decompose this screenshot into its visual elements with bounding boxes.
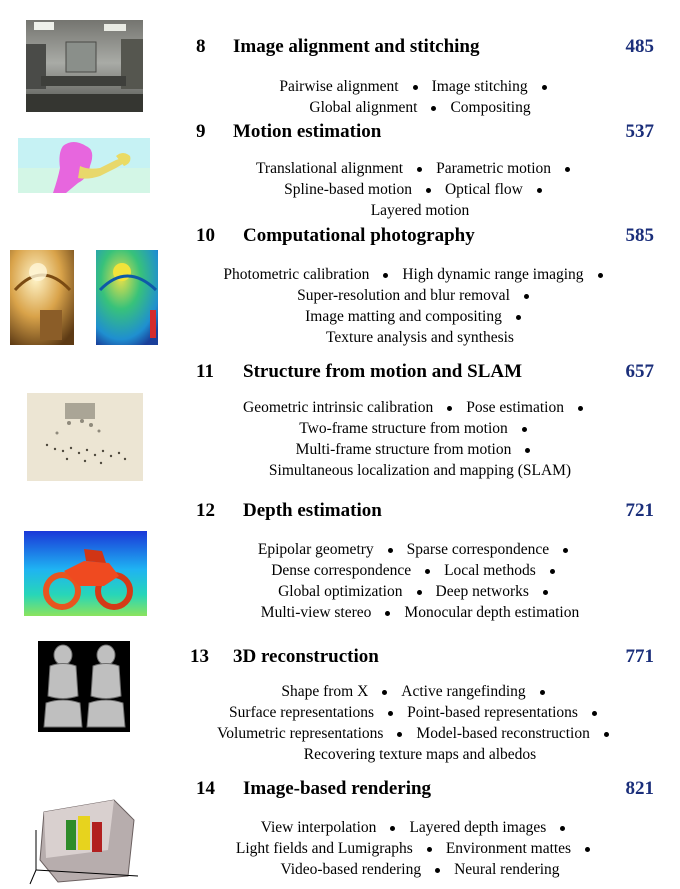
chapter-title: 3D reconstruction: [233, 646, 379, 667]
chapter-topics: [170, 158, 670, 221]
bullet-separator: [383, 273, 388, 278]
topic-item: Multi-frame structure from motion: [295, 441, 512, 458]
office-panorama-thumbnail: [26, 14, 143, 112]
chapter-topics: [170, 264, 670, 348]
topic-item: Simultaneous localization and mapping (SLAM): [268, 462, 572, 479]
topic-item: Image stitching: [431, 78, 528, 95]
chapter-number: 9: [196, 121, 206, 142]
topic-item: Geometric intrinsic calibration: [243, 399, 434, 416]
chapter-title: Image alignment and stitching: [233, 36, 480, 57]
chapter-page-number: 821: [625, 778, 654, 799]
topic-item: Optical flow: [444, 181, 523, 198]
topic-item: Recovering texture maps and albedos: [303, 746, 537, 763]
chapter-number: 13: [190, 646, 209, 667]
chapter-number: 12: [196, 500, 215, 521]
bullet-separator: [598, 273, 603, 278]
topic-line: [170, 539, 670, 560]
topic-item: Super-resolution and blur removal: [297, 287, 510, 304]
chapter-title: Depth estimation: [243, 500, 382, 521]
chapter-page-number: 657: [625, 361, 654, 382]
topic-line: [170, 418, 670, 439]
bullet-separator: [537, 188, 542, 193]
chapter-page-number: 537: [625, 121, 654, 142]
chapter-page-number: 721: [625, 500, 654, 521]
light-field-box-thumbnail: [26, 790, 144, 889]
topic-item: High dynamic range imaging: [402, 266, 584, 283]
chapter-topics: [170, 539, 670, 623]
bullet-separator: [542, 85, 547, 90]
chapter-topics: [170, 817, 670, 880]
topic-line: [170, 681, 670, 702]
topic-item: Dense correspondence: [271, 562, 412, 579]
topic-line: [170, 158, 670, 179]
bullet-separator: [585, 847, 590, 852]
topic-item: Translational alignment: [255, 160, 404, 177]
topic-item: Model-based reconstruction: [416, 725, 590, 742]
bullet-separator: [592, 711, 597, 716]
topic-item: Video-based rendering: [280, 861, 422, 878]
chapter-topics: [170, 76, 670, 118]
topic-item: Epipolar geometry: [257, 541, 374, 558]
bullet-separator: [431, 106, 436, 111]
topic-line: [170, 285, 670, 306]
chapter-title: Computational photography: [243, 225, 475, 246]
topic-item: Sparse correspondence: [406, 541, 550, 558]
topic-item: Layered depth images: [409, 819, 547, 836]
chapter-page-number: 585: [625, 225, 654, 246]
bullet-separator: [540, 690, 545, 695]
bullet-separator: [578, 406, 583, 411]
topic-line: [170, 859, 670, 880]
topic-item: Pose estimation: [466, 399, 564, 416]
chapter-number: 8: [196, 36, 206, 57]
topic-line: [170, 744, 670, 765]
topic-item: Monocular depth estimation: [404, 604, 580, 621]
bullet-separator: [565, 167, 570, 172]
hdr-church-thumbnail: [10, 250, 160, 345]
topic-line: [170, 97, 670, 118]
chapter-title: Motion estimation: [233, 121, 382, 142]
topic-line: [170, 439, 670, 460]
topic-line: [170, 327, 670, 348]
topic-item: Local methods: [444, 562, 536, 579]
topic-line: [170, 602, 670, 623]
bullet-separator: [522, 427, 527, 432]
bullet-separator: [604, 732, 609, 737]
bullet-separator: [563, 548, 568, 553]
topic-line: [170, 702, 670, 723]
bullet-separator: [388, 548, 393, 553]
bullet-separator: [425, 569, 430, 574]
chapter-number: 10: [196, 225, 215, 246]
bullet-separator: [382, 690, 387, 695]
bullet-separator: [417, 590, 422, 595]
bullet-separator: [426, 188, 431, 193]
chapter-topics: [170, 397, 670, 481]
bullet-separator: [524, 294, 529, 299]
bullet-separator: [435, 868, 440, 873]
topic-line: [170, 264, 670, 285]
topic-item: Spline-based motion: [284, 181, 412, 198]
topic-item: Point-based representations: [407, 704, 578, 721]
topic-item: Photometric calibration: [223, 266, 370, 283]
topic-line: [170, 460, 670, 481]
bullet-separator: [385, 611, 390, 616]
topic-item: Light fields and Lumigraphs: [235, 840, 413, 857]
topic-item: Compositing: [450, 99, 531, 116]
bullet-separator: [427, 847, 432, 852]
chapter-number: 11: [196, 361, 214, 382]
topic-item: Image matting and compositing: [305, 308, 502, 325]
topic-item: Multi-view stereo: [260, 604, 372, 621]
chapter-topics: [170, 681, 670, 765]
chapter-page-number: 485: [625, 36, 654, 57]
topic-line: [170, 200, 670, 221]
topic-item: Texture analysis and synthesis: [326, 329, 514, 346]
bullet-separator: [417, 167, 422, 172]
topic-item: Surface representations: [229, 704, 375, 721]
topic-item: Shape from X: [281, 683, 369, 700]
bullet-separator: [388, 711, 393, 716]
topic-item: Deep networks: [435, 583, 529, 600]
optical-flow-thumbnail: [18, 138, 150, 193]
topic-item: Two-frame structure from motion: [299, 420, 508, 437]
sfm-point-cloud-thumbnail: [27, 393, 143, 481]
topic-line: [170, 560, 670, 581]
bullet-separator: [560, 826, 565, 831]
bullet-separator: [550, 569, 555, 574]
topic-item: Volumetric representations: [217, 725, 384, 742]
motorcycle-depth-thumbnail: [24, 531, 147, 616]
chapter-page-number: 771: [625, 646, 654, 667]
topic-item: Parametric motion: [436, 160, 552, 177]
topic-line: [170, 581, 670, 602]
topic-item: Pairwise alignment: [279, 78, 399, 95]
topic-line: [170, 817, 670, 838]
bullet-separator: [447, 406, 452, 411]
topic-item: Active rangefinding: [401, 683, 526, 700]
topic-line: [170, 306, 670, 327]
topic-item: Global alignment: [309, 99, 418, 116]
topic-line: [170, 179, 670, 200]
chapter-title: Image-based rendering: [243, 778, 432, 799]
buddha-statue-thumbnail: [38, 641, 130, 732]
topic-line: [170, 838, 670, 859]
bullet-separator: [390, 826, 395, 831]
topic-line: [170, 397, 670, 418]
chapter-number: 14: [196, 778, 215, 799]
topic-item: Global optimization: [278, 583, 403, 600]
bullet-separator: [413, 85, 418, 90]
bullet-separator: [516, 315, 521, 320]
bullet-separator: [397, 732, 402, 737]
topic-item: Layered motion: [370, 202, 470, 219]
topic-item: Environment mattes: [445, 840, 572, 857]
topic-line: [170, 76, 670, 97]
topic-item: View interpolation: [260, 819, 377, 836]
topic-line: [170, 723, 670, 744]
topic-item: Neural rendering: [454, 861, 560, 878]
bullet-separator: [543, 590, 548, 595]
chapter-title: Structure from motion and SLAM: [243, 361, 523, 382]
bullet-separator: [525, 448, 530, 453]
